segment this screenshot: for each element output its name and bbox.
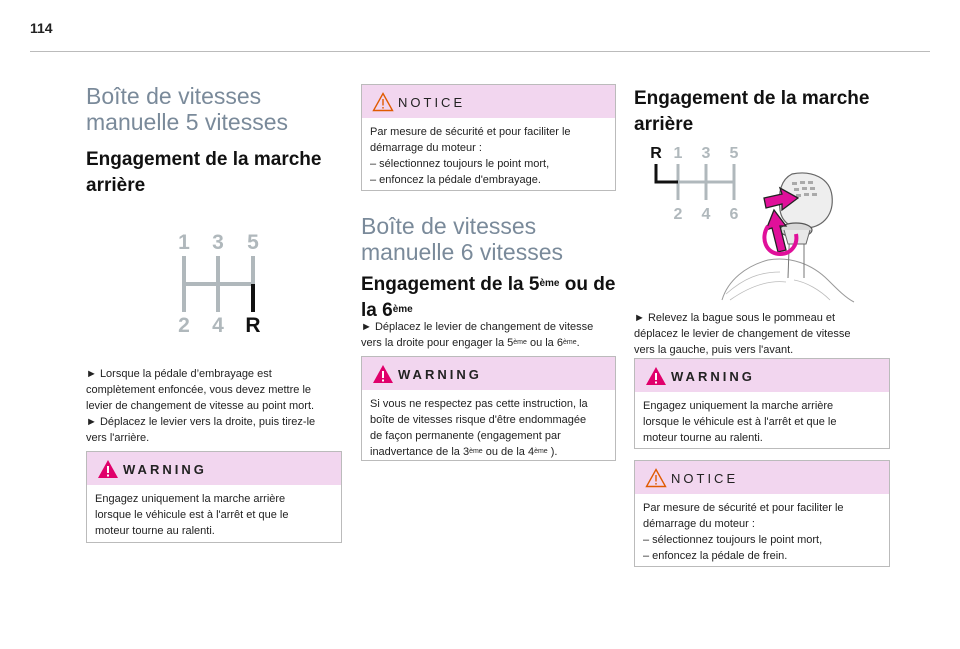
instruction-text: . bbox=[576, 337, 580, 349]
gear-label-2: 2 bbox=[673, 206, 683, 223]
warning-line: lorsque le véhicule est à l'arrêt et que le bbox=[643, 416, 837, 428]
warning-header bbox=[635, 359, 889, 392]
gear-label-reverse: R bbox=[650, 145, 662, 162]
warning-text: ). bbox=[547, 446, 558, 458]
notice-line: démarrage du moteur : bbox=[370, 142, 482, 154]
instruction-line: vers la gauche, puis vers l'avant. bbox=[634, 344, 794, 356]
instruction-line: ► Déplacez le levier vers la droite, puis tirez-le bbox=[86, 416, 316, 428]
warning-triangle-icon bbox=[97, 459, 119, 479]
warning-label: WARNING bbox=[671, 369, 755, 384]
gear-label-1: 1 bbox=[673, 145, 683, 162]
warning-line: moteur tourne au ralenti. bbox=[643, 432, 763, 444]
notice-label: NOTICE bbox=[398, 95, 466, 110]
subtitle-line bbox=[361, 272, 621, 298]
warning-triangle-icon bbox=[645, 366, 667, 386]
section-title-6-speed bbox=[361, 213, 616, 265]
instruction-superscript: ème bbox=[562, 339, 577, 346]
subtitle-superscript: ème bbox=[392, 304, 413, 315]
warning-line bbox=[370, 444, 607, 460]
subtitle-line: arrière bbox=[86, 175, 146, 196]
instruction-line: déplacez le levier de changement de vitesse bbox=[634, 328, 851, 340]
instruction-line: levier de changement de vitesse au point mort. bbox=[86, 400, 315, 412]
section-title-line: manuelle 6 vitesses bbox=[361, 239, 563, 265]
warning-line: Si vous ne respectez pas cette instruction, la bbox=[370, 398, 588, 410]
instruction-line bbox=[361, 335, 619, 351]
instruction-text: vers la droite pour engager la 5 bbox=[361, 337, 514, 349]
gear-label-reverse: R bbox=[245, 314, 261, 336]
gear-pattern-5-speed-diagram bbox=[174, 228, 266, 336]
instruction-line: ► Relevez la bague sous le pommeau et bbox=[634, 312, 836, 324]
instruction-text: ou la 6 bbox=[526, 337, 563, 349]
warning-body bbox=[635, 392, 889, 454]
notice-triangle-icon bbox=[645, 468, 667, 488]
gear-label-1: 1 bbox=[178, 231, 190, 254]
notice-line: – sélectionnez toujours le point mort, bbox=[643, 534, 823, 546]
instruction-line: ► Déplacez le levier de changement de vitesse bbox=[361, 321, 594, 333]
warning-label: WARNING bbox=[123, 462, 207, 477]
instruction-line: ► Lorsque la pédale d’embrayage est bbox=[86, 368, 272, 380]
gear-label-3: 3 bbox=[701, 145, 711, 162]
subtitle-text: ou de bbox=[559, 274, 616, 295]
notice-line: Par mesure de sécurité et pour faciliter le bbox=[370, 126, 571, 138]
notice-line: – enfoncez la pédale d'embrayage. bbox=[370, 174, 541, 186]
page-number: 114 bbox=[30, 20, 53, 36]
warning-box bbox=[361, 356, 616, 461]
notice-line: – sélectionnez toujours le point mort, bbox=[370, 158, 550, 170]
subtitle-reverse-6 bbox=[634, 86, 890, 138]
gear-label-5: 5 bbox=[247, 231, 259, 254]
notice-triangle-icon bbox=[372, 92, 394, 112]
gear-label-2: 2 bbox=[178, 314, 190, 336]
warning-line: de façon permanente (engagement par bbox=[370, 430, 561, 442]
subtitle-text: la 6 bbox=[361, 300, 393, 321]
subtitle-line: arrière bbox=[634, 114, 694, 135]
warning-line: Engagez uniquement la marche arrière bbox=[643, 400, 834, 412]
warning-body bbox=[362, 390, 615, 468]
subtitle-reverse-5 bbox=[86, 147, 342, 199]
warning-box bbox=[86, 451, 342, 543]
subtitle-line: Engagement de la marche bbox=[86, 149, 322, 170]
notice-box bbox=[361, 84, 616, 191]
warning-superscript: ème bbox=[469, 448, 483, 455]
gear-label-4: 4 bbox=[212, 314, 224, 336]
section-title-line: Boîte de vitesses bbox=[361, 213, 537, 239]
gear-label-3: 3 bbox=[212, 231, 224, 254]
section-title-5-speed bbox=[86, 83, 342, 135]
warning-line: boîte de vitesses risque d'être endommagée bbox=[370, 414, 587, 426]
notice-header bbox=[635, 461, 889, 494]
notice-line: démarrage du moteur : bbox=[643, 518, 755, 530]
notice-header bbox=[362, 85, 615, 118]
subtitle-line: Engagement de la marche bbox=[634, 88, 870, 109]
subtitle-text: Engagement de la 5 bbox=[361, 274, 540, 295]
warning-text: ou de la 4 bbox=[482, 446, 535, 458]
warning-line: moteur tourne au ralenti. bbox=[95, 525, 215, 537]
warning-text: inadvertance de la 3 bbox=[370, 446, 470, 458]
subtitle-superscript: ème bbox=[539, 278, 560, 289]
warning-header bbox=[362, 357, 615, 390]
gear-label-6: 6 bbox=[729, 206, 739, 223]
warning-label: WARNING bbox=[398, 367, 482, 382]
warning-box bbox=[634, 358, 890, 449]
warning-body bbox=[87, 485, 341, 547]
instructions-reverse-6 bbox=[634, 310, 890, 358]
instruction-superscript: ème bbox=[513, 339, 527, 346]
warning-line: lorsque le véhicule est à l'arrêt et que le bbox=[95, 509, 289, 521]
warning-header bbox=[87, 452, 341, 485]
warning-superscript: ème bbox=[534, 448, 548, 455]
notice-box bbox=[634, 460, 890, 567]
instruction-line: vers l'arrière. bbox=[86, 432, 150, 444]
subtitle-5th-6th bbox=[361, 272, 621, 324]
gear-label-4: 4 bbox=[701, 206, 711, 223]
notice-line: – enfoncez la pédale de frein. bbox=[643, 550, 788, 562]
instructions-6-speed bbox=[361, 319, 619, 351]
warning-line: Engagez uniquement la marche arrière bbox=[95, 493, 286, 505]
section-title-line: manuelle 5 vitesses bbox=[86, 109, 288, 135]
gear-label-5: 5 bbox=[729, 145, 739, 162]
notice-label: NOTICE bbox=[671, 471, 739, 486]
notice-line: Par mesure de sécurité et pour faciliter le bbox=[643, 502, 844, 514]
header-divider bbox=[30, 51, 930, 52]
warning-triangle-icon bbox=[372, 364, 394, 384]
notice-body bbox=[635, 494, 889, 572]
gear-lever-illustration bbox=[720, 168, 856, 304]
section-title-line: Boîte de vitesses bbox=[86, 83, 262, 109]
notice-body bbox=[362, 118, 615, 196]
instruction-line: complètement enfoncée, vous devez mettre le bbox=[86, 384, 312, 396]
instructions-5-speed bbox=[86, 366, 342, 446]
